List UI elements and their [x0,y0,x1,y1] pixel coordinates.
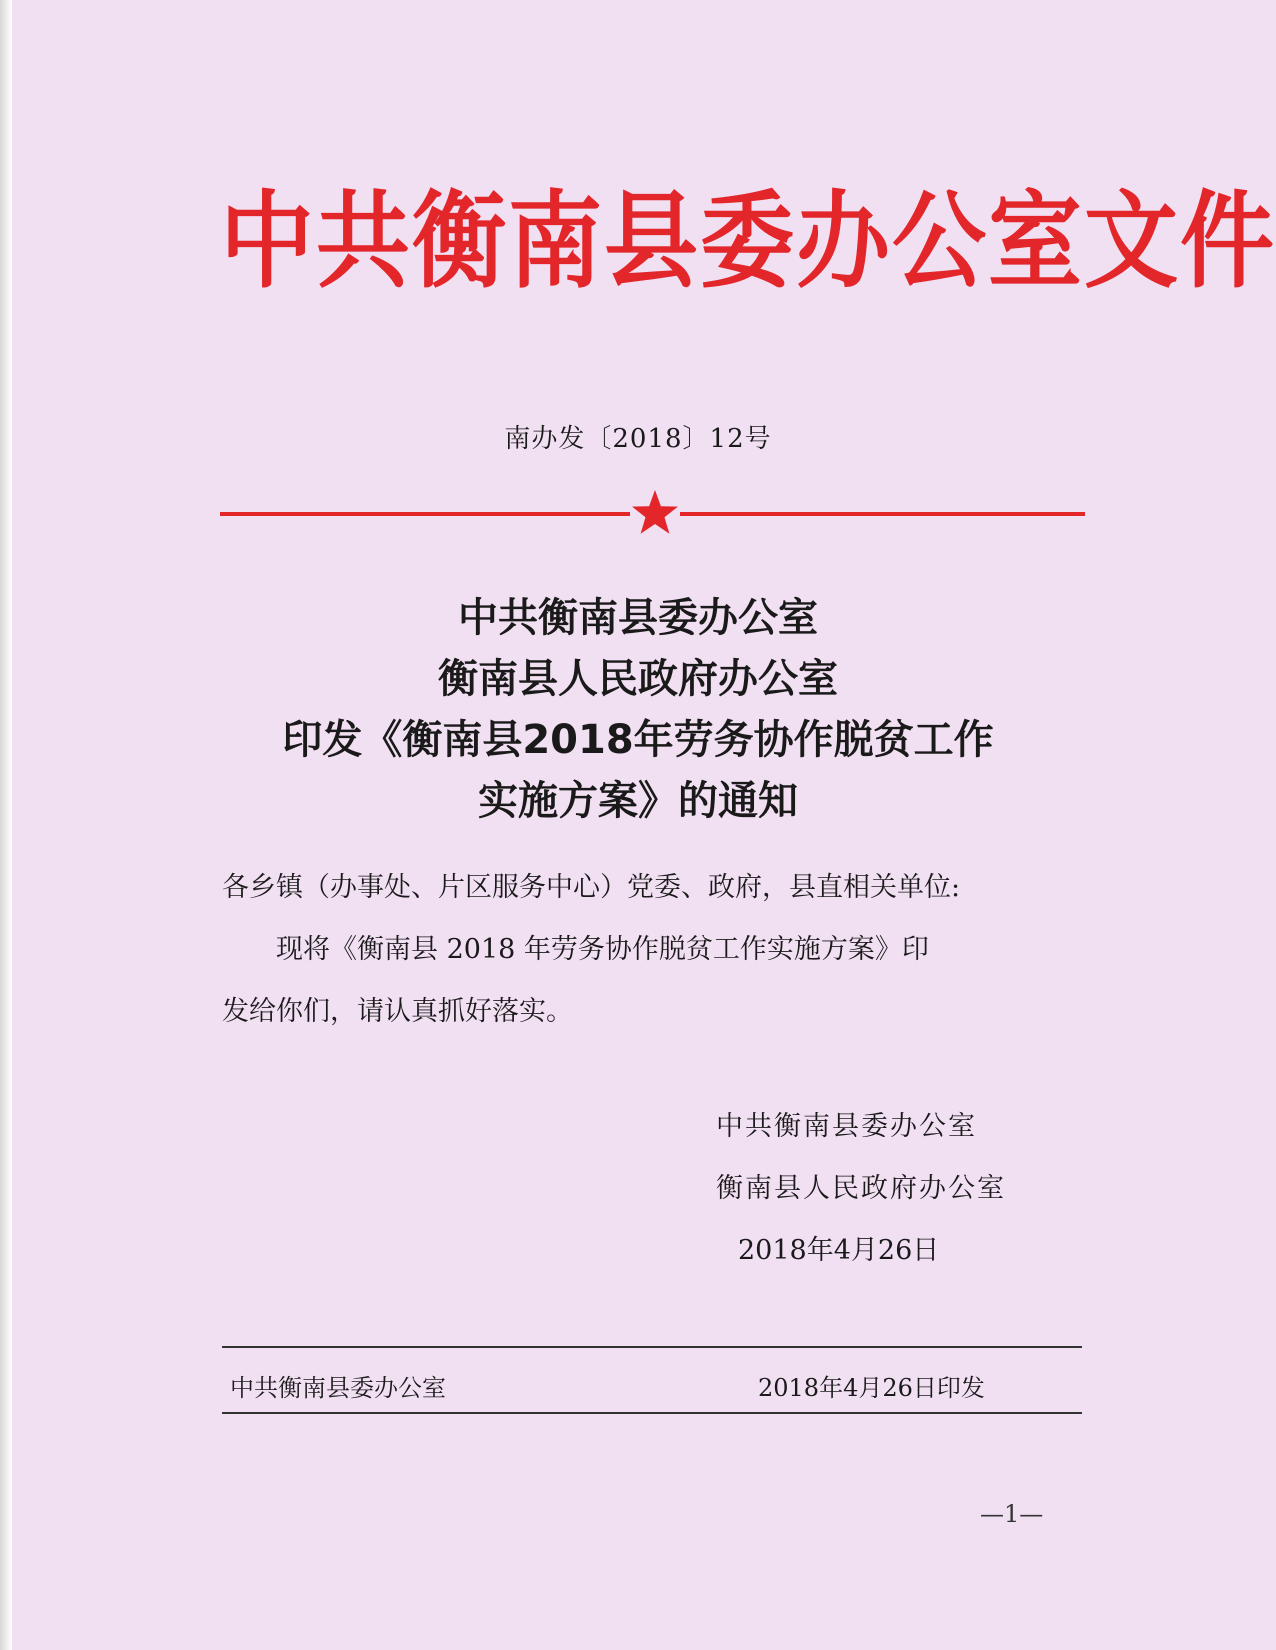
notice-title-line: 实施方案》的通知 [478,778,798,824]
body-paragraph-line: 现将《衡南县 2018 年劳务协作脱贫工作实施方案》印 [222,934,929,965]
red-star-icon [630,488,680,538]
document-number: 南办发〔2018〕12号 [504,424,772,454]
body-paragraph-line: 发给你们，请认真抓好落实。 [222,996,573,1027]
notice-title-line: 印发《衡南县2018年劳务协作脱贫工作 [282,717,994,763]
notice-title [0,588,1276,832]
footer-rule-top [222,1346,1082,1348]
red-divider-right [680,512,1085,516]
notice-title-line: 衡南县人民政府办公室 [438,656,838,702]
notice-title-line: 中共衡南县委办公室 [458,595,818,641]
signature-org: 中共衡南县委办公室 [716,1111,977,1142]
salutation: 各乡镇（办事处、片区服务中心）党委、政府，县直相关单位: [222,872,961,903]
footer-issue-date: 2018年4月26日印发 [758,1374,985,1402]
signature-date: 2018年4月26日 [738,1235,940,1266]
page-number: —1— [980,1500,1044,1528]
footer-issuer: 中共衡南县委办公室 [230,1374,446,1402]
red-divider-left [220,512,630,516]
document-header-title: 中共衡南县委办公室文件 [220,181,1276,304]
footer-rule-bottom [222,1412,1082,1414]
signature-org: 衡南县人民政府办公室 [716,1173,1006,1204]
